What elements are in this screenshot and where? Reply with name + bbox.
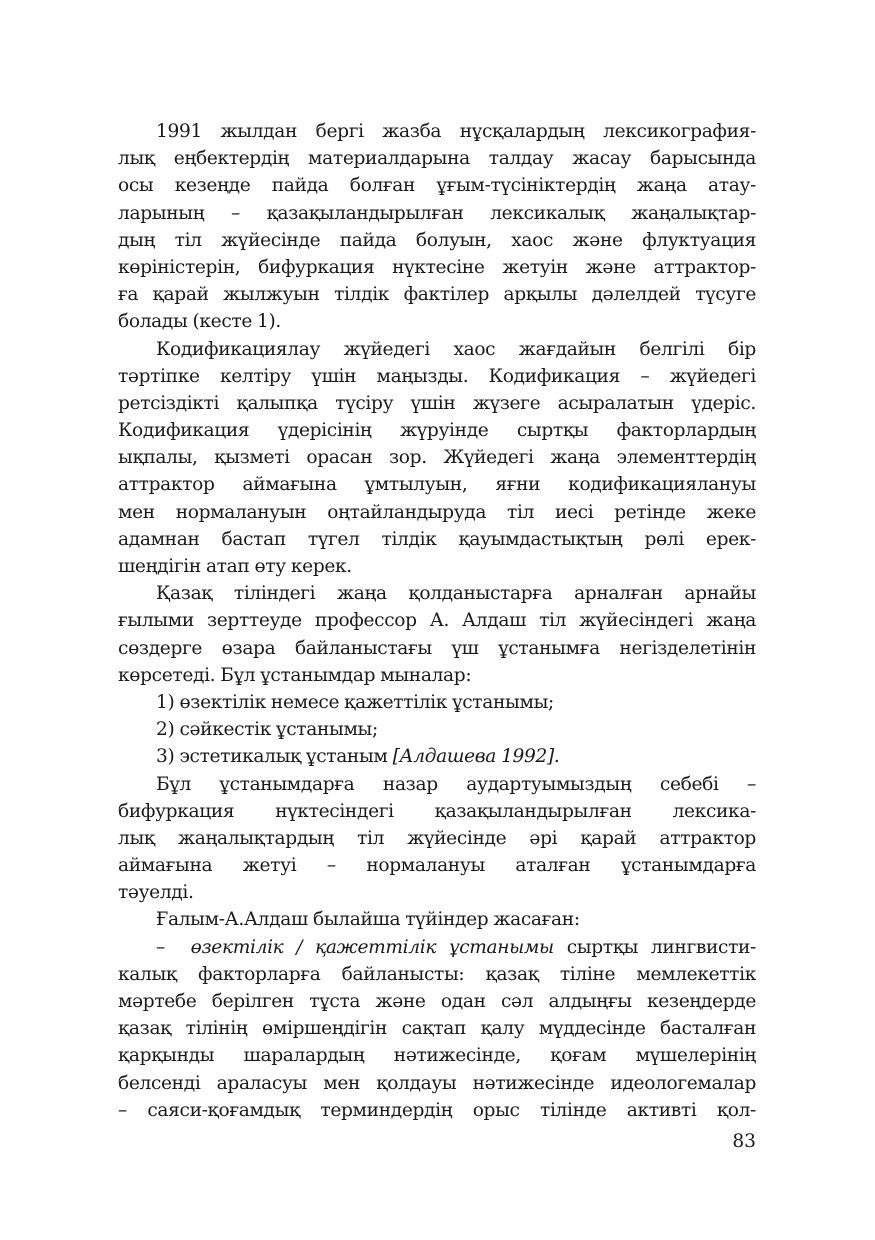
- text-line: тәуелді.: [118, 882, 194, 904]
- text-line: тәртіпке келтіру үшін маңызды. Кодификация – жүйедегі: [118, 365, 756, 387]
- text-line: ықпалы, қызметі орасан зор. Жүйедегі жаңа элементтердің: [118, 447, 756, 469]
- text-line: 1991 жылдан бергі жазба нұсқалардың лексикография-: [156, 121, 756, 142]
- text-line: көрсетеді. Бұл ұстанымдар мыналар:: [118, 664, 472, 686]
- paragraph: [118, 118, 756, 336]
- text-line: ғылыми зерттеуде профессор А. Алдаш тіл жүйесіндегі жаңа: [118, 610, 756, 632]
- text-line: ға қарай жылжуын тілдік фактілер арқылы дәлелдей түсуге: [118, 284, 756, 306]
- italic-term: өзектілік / қажеттілік ұстанымы: [190, 936, 554, 958]
- text-line: адамнан бастап түгел тілдік қауымдастықтың рөлі ерек-: [118, 528, 756, 550]
- text-run: сыртқы лингвисти-: [553, 936, 756, 958]
- paragraph: [118, 934, 756, 1124]
- list-item: 1) өзектілік немесе қажеттілік ұстанымы;: [156, 691, 554, 713]
- text-line: дың тіл жүйесінде пайда болуын, хаос және флуктуация: [118, 229, 756, 251]
- list-item: [118, 743, 756, 770]
- text-line: лық еңбектердің материалдарына талдау жасау барысында: [118, 148, 756, 170]
- text-line: көріністерін, бифуркация нүктесіне жетуін және аттрактор-: [118, 256, 756, 278]
- text-line: – саяси-қоғамдық терминдердің орыс тілінде активті қол-: [118, 1099, 756, 1121]
- text-line: аймағына жетуі – нормалануы аталған ұстанымдарға: [118, 855, 756, 877]
- text-line: Ғалым-А.Алдаш былайша түйіндер жасаған:: [156, 909, 580, 931]
- page-number: 83: [732, 1131, 756, 1152]
- text-line: аттрактор аймағына ұмтылуын, яғни кодификациялануы: [118, 474, 756, 496]
- dash-marker: –: [156, 936, 165, 958]
- citation: [Алдашева 1992].: [392, 746, 560, 768]
- text-line: Қазақ тіліндегі жаңа қолданыстарға арналған арнайы: [156, 583, 756, 605]
- text-line: қазақ тілінің өміршеңдігін сақтап қалу мүддесінде басталған: [118, 1018, 756, 1040]
- text-line: осы кезеңде пайда болған ұғым-түсініктердің жаңа атау-: [118, 175, 756, 197]
- text-line: Кодификациялау жүйедегі хаос жағдайын белгілі бір: [156, 338, 756, 360]
- text-line: Бұл ұстанымдарға назар аудартуымыздың себебі –: [156, 773, 756, 795]
- text-line: Кодификация үдерісінің жүруінде сыртқы факторлардың: [118, 420, 756, 442]
- page-body: [118, 118, 756, 1124]
- paragraph: [118, 771, 756, 907]
- text-line: калық факторларға байланысты: қазақ тіліне мемлекеттік: [118, 963, 756, 985]
- text-line: бифуркация нүктесіндегі қазақыландырылған лексика-: [118, 800, 756, 822]
- text-line: сөздерге өзара байланыстағы үш ұстанымға негізделетінін: [118, 637, 756, 659]
- text-line: қарқынды шаралардың нәтижесінде, қоғам мүшелерінің: [118, 1045, 756, 1067]
- paragraph: [118, 336, 756, 581]
- text-line: [118, 934, 756, 961]
- text-line: мәртебе берілген тұста және одан сәл алдыңғы кезеңдерде: [118, 991, 756, 1012]
- paragraph: [118, 906, 756, 933]
- text-line: ларының – қазақыландырылған лексикалық жаңалықтар-: [118, 202, 756, 224]
- text-line: мен нормалануын оңтайландыруда тіл иесі ретінде жеке: [118, 501, 756, 523]
- principles-list: [118, 689, 756, 771]
- text-line: шеңдігін атап өту керек.: [118, 556, 352, 577]
- text-line: лық жаңалықтардың тіл жүйесінде әрі қарай аттрактор: [118, 827, 756, 849]
- text-line: белсенді араласуы мен қолдауы нәтижесінде идеологемалар: [118, 1072, 756, 1094]
- paragraph: [118, 580, 756, 689]
- text-line: болады (кесте 1).: [118, 311, 281, 333]
- text-line: ретсіздікті қалыпқа түсіру үшін жүзеге асыралатын үдеріс.: [118, 392, 756, 414]
- list-item-text: 3) эстетикалық ұстаным: [156, 746, 393, 768]
- list-item: 2) сәйкестік ұстанымы;: [156, 719, 378, 741]
